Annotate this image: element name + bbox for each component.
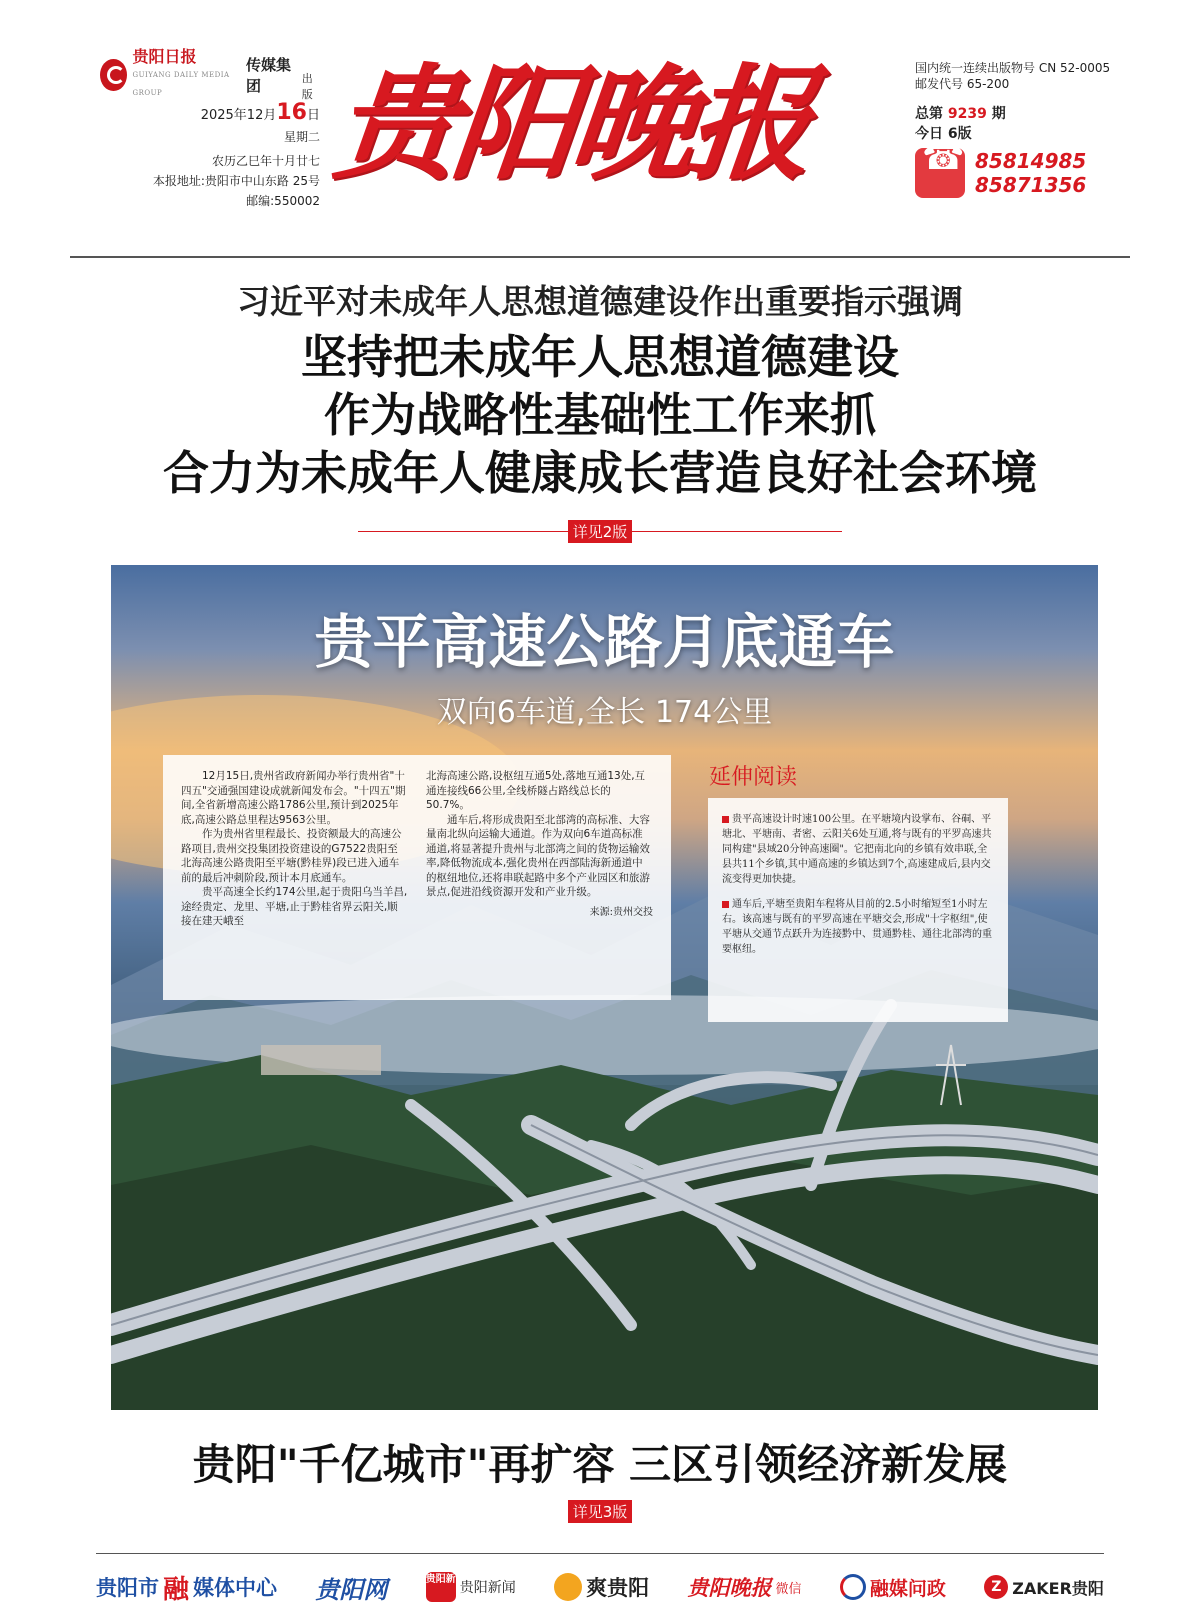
masthead-left [100,47,320,208]
extended-reading-title: 延伸阅读 [709,765,798,790]
article-paragraph: 作为贵州省里程最长、投资额最大的高速公路项目,贵州交投集团投资建设的G7522贵阳至北海高速公路贵阳至平塘(黔桂界)段已进入通车前的最后冲刺阶段,预计本月底通车。 [181,828,402,884]
group-logo-icon [100,59,127,91]
feature-article [163,755,671,1000]
lead-headline-line-3: 合力为未成年人健康成长营造良好社会环境 [163,446,1037,500]
article-paragraph: 12月15日,贵州省政府新闻办举行贵州省"十四五"交通强国建设成就新闻发布会。"十四五"期间,全省新增高速公路1786公里,预计到2025年底,高速公路总里程达9563公里。 [181,770,406,826]
masthead-right [915,60,1135,198]
group-logo [100,48,320,102]
swoosh-icon [840,1574,866,1600]
see-page-rule [632,531,842,532]
lead-see-page [0,520,1200,543]
partner-shuang-guiyang[interactable]: 爽贵阳 [554,1572,649,1602]
see-page-tag[interactable]: 详见2版 [568,520,633,543]
hotline [915,148,1135,198]
extended-paragraph: 贵平高速设计时速100公里。在平塘境内设掌布、谷硐、平塘北、平塘南、者密、云阳关6处互通,将与既有的平罗高速共同构建"县域20分钟高速圈"。它把南北向的乡镇有效串联,全县共11个乡镇,其中通高速的乡镇达到7个,高速建成后,县内交流变得更加快捷。 [722,812,994,887]
partner-media-center[interactable]: 贵阳市 融 媒体中心 [96,1569,277,1606]
partner-rongmei-wenzheng[interactable]: 融媒问政 [840,1574,946,1601]
sun-icon [554,1573,582,1601]
phone-number-2: 85871356 [975,173,1087,197]
postcode: 邮编:550002 [246,194,320,208]
partner-bar [96,1565,1104,1609]
newspaper-title: 贵阳晚报 [327,52,815,197]
group-suffix: 传媒集团 [245,56,291,95]
partner-evening-wechat[interactable]: 贵阳晚报 微信 [687,1575,802,1600]
issue-number: 总第 9239 期 [915,106,1006,122]
lead-kicker: 习近平对未成年人思想道德建设作出重要指示强调 [237,282,963,321]
article-paragraph: 北海高速公路,设枢纽互通5处,落地互通13处,互通连接线66公里,全线桥隧占路线总长的50.7%。 [426,770,646,811]
lead-headline-line-1: 坚持把未成年人思想道德建设 [301,330,899,384]
second-see-page [0,1500,1200,1523]
issue-date: 2025年12月16日 [200,100,320,125]
article-paragraph: 通车后,将形成贵阳至北部湾的高标准、大容量南北纵向运输大通道。作为双向6车道高标准通道,将显著提升贵州与北部湾之间的货物运输效率,降低物流成本,强化贵州在西部陆海新通道中的枢纽地位,还将串联起路中多个产业园区和旅游景点,促进沿线资源开发和产业升级。 [426,813,650,898]
postal-code: 邮发代号 65-200 [915,77,1010,91]
partner-zaker[interactable]: Z ZAKER贵阳 [984,1575,1104,1599]
article-paragraph: 贵平高速全长约174公里,起于贵阳乌当羊昌,途经贵定、龙里、平塘,止于黔桂省界云阳关,顺接在建天峨至 [181,886,408,927]
lead-headline-line-2: 作为战略性基础性工作来抓 [324,388,876,442]
cn-number: 国内统一连续出版物号 CN 52-0005 [915,61,1111,75]
zaker-icon: Z [984,1575,1008,1599]
partner-guiyang-net[interactable]: 贵阳网 [315,1575,388,1604]
guiyang-news-badge-icon: 贵阳新闻 [426,1572,456,1602]
lead-headline [0,328,1200,502]
rong-logo-icon: 融 [163,1574,190,1605]
page-count: 今日 6版 [915,126,972,142]
partner-guiyang-news[interactable]: 贵阳新闻 贵阳新闻 [426,1572,516,1602]
see-page-tag[interactable]: 详见3版 [568,1500,633,1523]
article-source: 来源:贵州交投 [589,906,653,918]
publish-label: 出版 [301,72,313,101]
feature-photo [111,565,1098,1410]
feature-subtitle: 双向6车道,全长 174公里 [436,695,773,730]
masthead-divider [70,256,1130,258]
group-name: 贵阳日报 GUIYANG DAILY MEDIA GROUP [133,48,240,102]
phone-icon [915,148,965,198]
feature-title: 贵平高速公路月底通车 [314,608,895,676]
article-column-2 [426,769,653,986]
see-page-rule [358,531,568,532]
address: 本报地址:贵阳市中山东路 25号 [152,174,320,188]
extended-reading-box [708,798,1008,1022]
group-sub: GUIYANG DAILY MEDIA GROUP [132,71,230,97]
article-column-1 [181,769,408,986]
weekday: 星期二 [283,130,320,144]
lunar-date: 农历乙巳年十月廿七 [211,154,320,168]
extended-paragraph: 通车后,平塘至贵阳车程将从目前的2.5小时缩短至1小时左右。该高速与既有的平罗高速在平塘交会,形成"十字枢纽",使平塘从交通节点跃升为连接黔中、贯通黔桂、通往北部湾的重要枢纽。 [722,899,992,955]
footer-divider [96,1553,1104,1554]
phone-number-1: 85814985 [975,149,1087,173]
second-headline: 贵阳"千亿城市"再扩容 三区引领经济新发展 [192,1440,1008,1489]
